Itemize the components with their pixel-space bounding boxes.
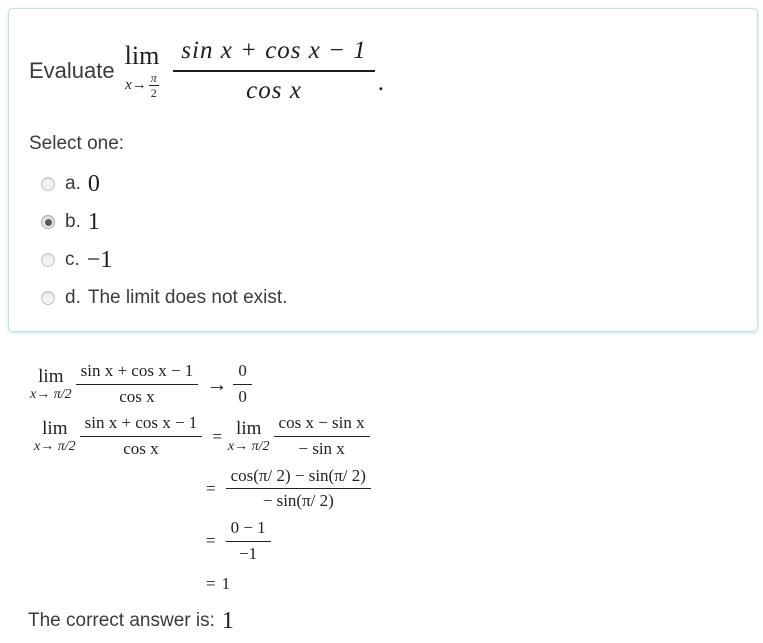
radio-button-a[interactable] — [41, 177, 55, 191]
solution-line-5 — [200, 574, 763, 594]
option-letter: c. — [65, 249, 80, 270]
radio-button-c[interactable] — [41, 253, 55, 267]
question-fraction — [173, 38, 374, 104]
equals-sign: = — [212, 426, 222, 446]
pi-over-two-fraction — [149, 72, 159, 99]
option-value: The limit does not exist. — [87, 287, 288, 308]
select-one-label: Select one: — [29, 133, 125, 154]
fraction-denominator: cos x — [80, 436, 203, 459]
fraction — [226, 467, 371, 511]
fraction — [274, 414, 370, 458]
sentence-period: . — [377, 69, 384, 96]
equals-sign: = — [206, 573, 216, 593]
option-b[interactable] — [41, 203, 737, 241]
arrow-symbol: → — [206, 371, 228, 396]
equals-sign: = — [206, 478, 216, 498]
limit-operator — [125, 43, 160, 99]
fraction-numerator: sin x + cos x − 1 — [84, 413, 198, 433]
question-statement — [29, 35, 737, 107]
lim-word: lim — [38, 365, 64, 387]
fraction-denominator: −1 — [226, 541, 271, 564]
fraction-denominator: − sin x — [274, 436, 370, 459]
lim-subscript-x: x→ — [125, 77, 147, 93]
equals-sign: = — [206, 531, 216, 551]
solution-line-2 — [34, 414, 763, 458]
solution-line-4 — [200, 519, 763, 563]
denominator-two: 2 — [150, 86, 157, 100]
radio-button-b-selected[interactable] — [41, 215, 55, 229]
fraction-numerator: 0 − 1 — [230, 518, 266, 538]
limit-operator — [228, 419, 270, 454]
fraction-denominator: cos x — [76, 384, 199, 407]
correct-answer-label: The correct answer is: — [28, 610, 215, 631]
fraction-numerator: sin x + cos x − 1 — [181, 37, 367, 65]
fraction — [226, 519, 271, 563]
fraction-denominator: 0 — [233, 384, 252, 407]
question-box — [8, 8, 758, 332]
zero-over-zero-fraction — [233, 362, 252, 406]
lim-word: lim — [236, 418, 262, 440]
correct-answer-line — [28, 608, 763, 635]
fraction-numerator: cos x − sin x — [278, 413, 365, 433]
option-d[interactable] — [41, 279, 737, 317]
result-value: 1 — [221, 573, 231, 593]
limit-operator — [34, 419, 76, 454]
option-letter: a. — [65, 173, 81, 194]
option-value: 1 — [87, 208, 100, 235]
solution-work — [0, 362, 763, 594]
option-a[interactable] — [41, 165, 737, 203]
option-letter: d. — [65, 287, 81, 308]
pi-symbol: π — [150, 71, 157, 85]
limit-operator — [30, 367, 72, 402]
lim-subscript: x→ π/2 — [227, 439, 270, 455]
radio-button-d[interactable] — [41, 291, 55, 305]
fraction — [76, 362, 199, 406]
solution-line-3 — [200, 467, 763, 511]
fraction-numerator: 0 — [238, 361, 247, 380]
fraction-denominator: cos x — [173, 70, 374, 104]
lim-subscript — [125, 72, 159, 99]
option-letter: b. — [65, 211, 81, 232]
correct-answer-value: 1 — [221, 607, 234, 634]
lim-subscript: x→ π/2 — [34, 439, 76, 455]
fraction — [80, 414, 203, 458]
question-prompt: Evaluate — [29, 58, 115, 83]
lim-word: lim — [42, 418, 68, 440]
fraction-denominator: − sin(π/ 2) — [226, 488, 371, 511]
lim-word: lim — [124, 41, 160, 70]
option-value: −1 — [86, 246, 113, 273]
fraction-numerator: cos(π/ 2) − sin(π/ 2) — [230, 465, 366, 485]
option-c[interactable] — [41, 241, 737, 279]
lim-subscript: x→ π/2 — [30, 386, 72, 402]
fraction-numerator: sin x + cos x − 1 — [80, 361, 194, 380]
option-value: 0 — [87, 170, 100, 197]
solution-line-1 — [30, 362, 763, 406]
